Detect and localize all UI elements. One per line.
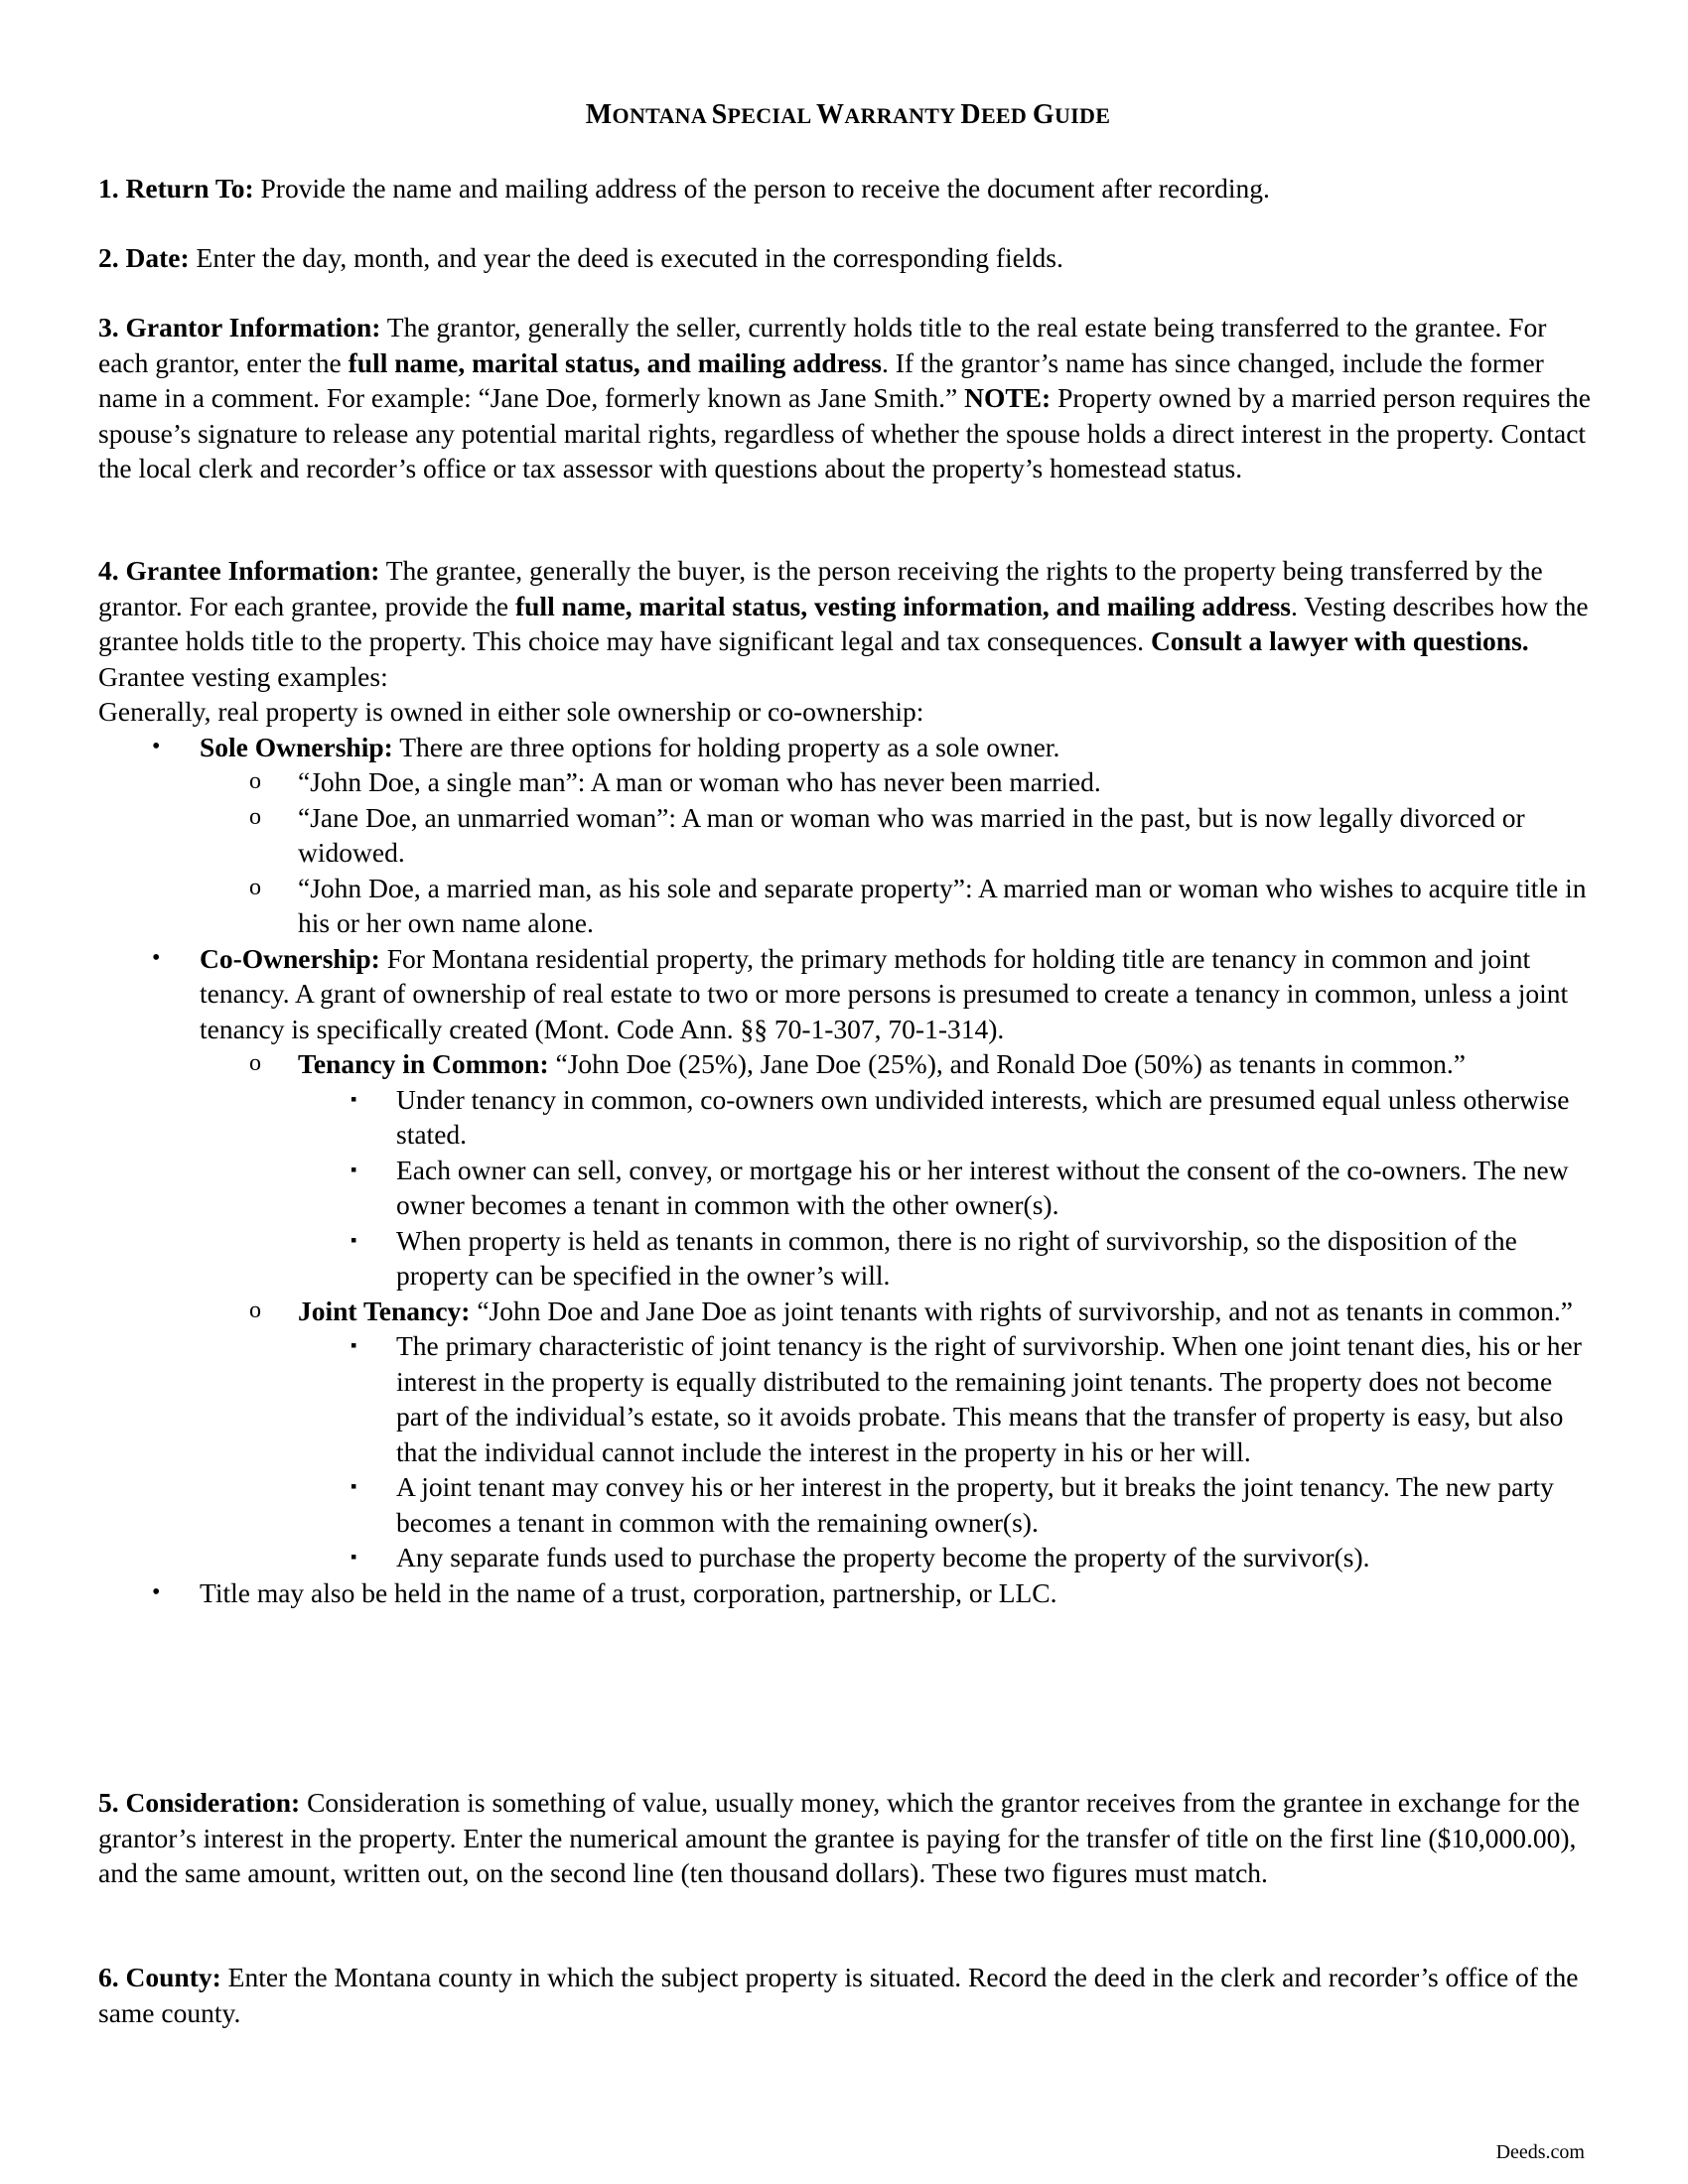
- bullet-marker: •: [152, 733, 161, 759]
- list-item: ▪ When property is held as tenants in common, there is no right of survivorship, so the disposition of the property can be specified in the owner’s will.: [351, 1224, 1517, 1291]
- section-date: 2. Date: Enter the day, month, and year the deed is executed in the corresponding fields.: [98, 242, 1063, 273]
- circle-marker: o: [249, 1297, 261, 1323]
- list-item: o “John Doe, a single man”: A man or woman who has never been married.: [98, 764, 1598, 800]
- list-item-tenancy-in-common: o Tenancy in Common: “John Doe (25%), Jane Doe (25%), and Ronald Doe (50%) as tenants in common.”: [98, 1046, 1598, 1082]
- footer-brand: Deeds.com: [1495, 2141, 1585, 2163]
- list-item-trust: • Title may also be held in the name of a trust, corporation, partnership, or LLC.: [98, 1575, 1598, 1611]
- square-marker: ▪: [351, 1159, 357, 1179]
- list-item: o “John Doe, a married man, as his sole and separate property”: A married man or woman who wishes to acquire title in his or her own name alone.: [249, 872, 1587, 938]
- circle-marker: o: [249, 1050, 261, 1076]
- square-marker: ▪: [351, 1547, 357, 1567]
- section-label: 6. County:: [98, 1962, 221, 1992]
- square-marker: ▪: [351, 1088, 357, 1109]
- list-item: ▪ Any separate funds used to purchase the property become the property of the survivor(s).: [98, 1540, 1598, 1575]
- bullet-marker: •: [152, 1578, 161, 1605]
- section-label: 3. Grantor Information:: [98, 312, 381, 342]
- ownership-types-intro: Generally, real property is owned in either sole ownership or co-ownership:: [98, 696, 924, 727]
- list-item: ▪ Each owner can sell, convey, or mortgage his or her interest without the consent of the co-owners. The new owner becomes a tenant in common with the other owner(s).: [351, 1154, 1569, 1220]
- page-title: MONTANA SPECIAL WARRANTY DEED GUIDE: [585, 99, 1111, 130]
- bullet-marker: •: [152, 944, 161, 971]
- grantee-intro: 4. Grantee Information: The grantee, generally the buyer, is the person receiving the rights to the property being transferred by the grantor. For each grantee, provide the full name, marital status, vesting information, and mailing address. Vesting describes how the grantee holds title to the property. This choice may have significant legal and tax consequences. Consult a lawyer with questions.: [98, 555, 1589, 656]
- list-item-joint-tenancy: o Joint Tenancy: “John Doe and Jane Doe as joint tenants with rights of survivorship, and not as tenants in common.”: [98, 1294, 1598, 1329]
- circle-marker: o: [249, 803, 261, 830]
- list-item: ▪ The primary characteristic of joint tenancy is the right of survivorship. When one joint tenant dies, his or her interest in the property is equally distributed to the remaining joint tenants. The property does not become part of the individual’s estate, so it avoids probate. This means that the transfer of property is easy, but also that the individual cannot include the interest in the property in his or her will.: [351, 1330, 1582, 1467]
- section-return-to: 1. Return To: Provide the name and mailing address of the person to receive the document after recording.: [98, 173, 1270, 204]
- section-grantor-information: 3. Grantor Information: The grantor, generally the seller, currently holds title to the real estate being transferred to the grantee. For each grantor, enter the full name, marital status, and mailing address. If the grantor’s name has since changed, include the former name in a comment. For example: “Jane Doe, formerly known as Jane Smith.” NOTE: Property owned by a married person requires the spouse’s signature to release any potential marital rights, regardless of whether the spouse holds a direct interest in the property. Contact the local clerk and recorder’s office or tax assessor with questions about the property’s homestead status.: [98, 312, 1591, 483]
- square-marker: ▪: [351, 1335, 357, 1355]
- circle-marker: o: [249, 874, 261, 900]
- section-label: 2. Date:: [98, 242, 190, 273]
- list-item: ▪ A joint tenant may convey his or her interest in the property, but it breaks the joint tenancy. The new party becomes a tenant in common with the remaining owner(s).: [351, 1471, 1554, 1538]
- square-marker: ▪: [351, 1229, 357, 1250]
- section-county: 6. County: Enter the Montana county in which the subject property is situated. Record the deed in the clerk and recorder’s office of the same county.: [98, 1962, 1579, 2028]
- list-item-sole-ownership: • Sole Ownership: There are three options for holding property as a sole owner.: [98, 730, 1598, 765]
- section-label: 5. Consideration:: [98, 1787, 301, 1818]
- section-label: 4. Grantee Information:: [98, 555, 380, 586]
- list-item: ▪ Under tenancy in common, co-owners own undivided interests, which are presumed equal unless otherwise stated.: [351, 1083, 1570, 1150]
- circle-marker: o: [249, 768, 261, 794]
- section-grantee-information: [98, 553, 1598, 1610]
- section-label: 1. Return To:: [98, 173, 254, 204]
- list-item-co-ownership: • Co-Ownership: For Montana residential property, the primary methods for holding title are tenancy in common and joint tenancy. A grant of ownership of real estate to two or more persons is presumed to create a tenancy in common, unless a joint tenancy is specifically created (Mont. Code Ann. §§ 70-1-307, 70-1-314).: [152, 942, 1569, 1044]
- vesting-examples-heading: Grantee vesting examples:: [98, 660, 388, 692]
- square-marker: ▪: [351, 1476, 357, 1496]
- list-item: o “Jane Doe, an unmarried woman”: A man or woman who was married in the past, but is now legally divorced or widowed.: [249, 801, 1525, 868]
- section-consideration: 5. Consideration: Consideration is something of value, usually money, which the grantor receives from the grantee in exchange for the grantor’s interest in the property. Enter the numerical amount the grantee is paying for the transfer of title on the first line ($10,000.00), and the same amount, written out, on the second line (ten thousand dollars). These two figures must match.: [98, 1787, 1580, 1888]
